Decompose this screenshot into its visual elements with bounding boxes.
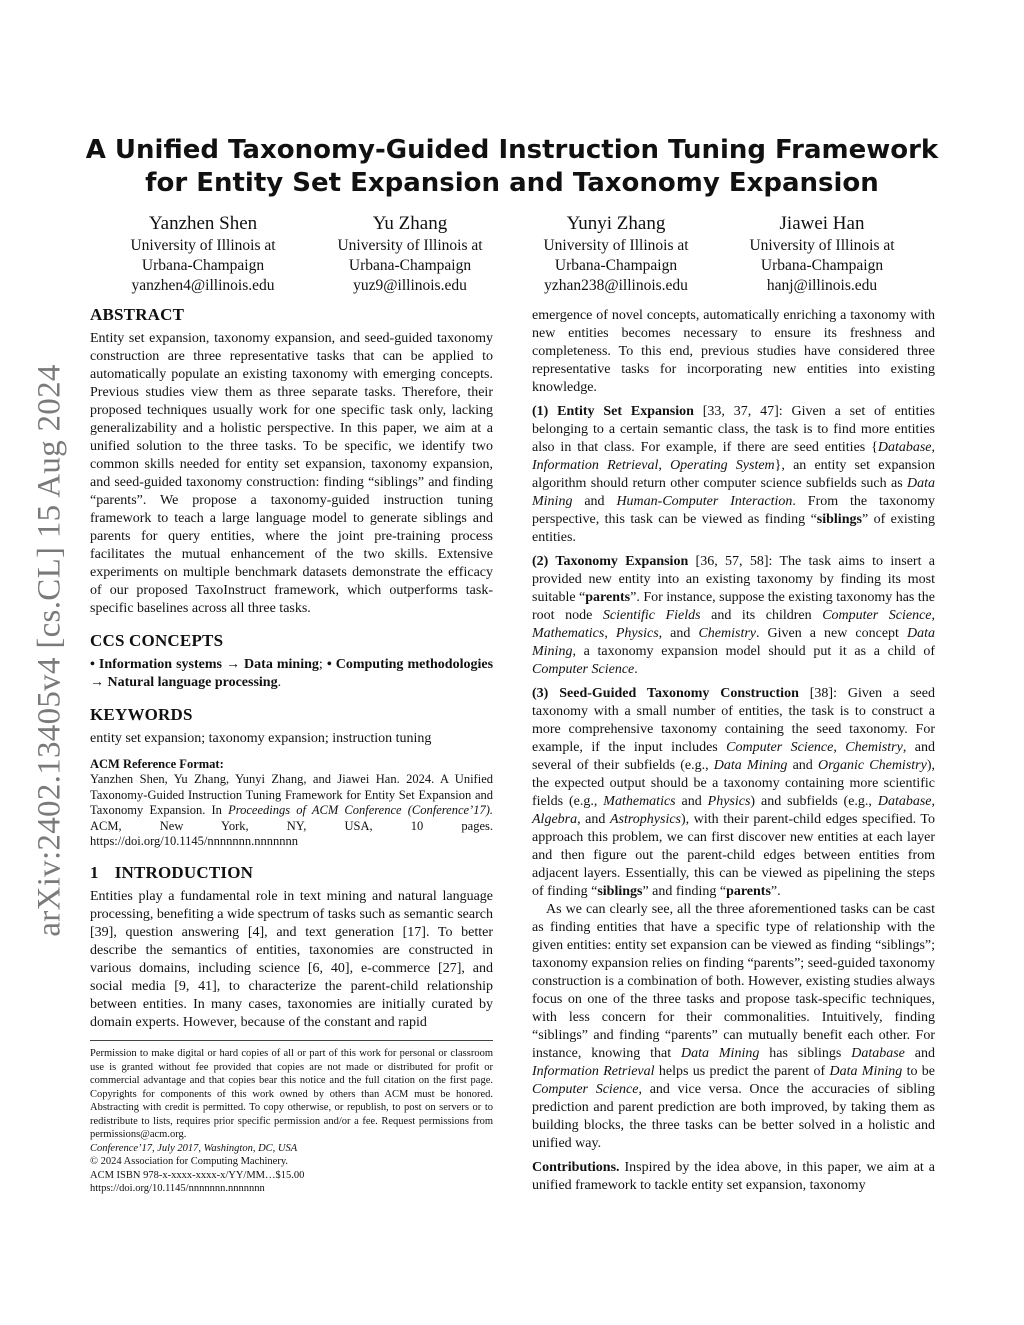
entity-term: Mathematics — [603, 794, 676, 809]
entity-term: Data Mining — [681, 1046, 760, 1061]
intro-paragraph: Entities play a fundamental role in text mining and natural language processing, benefiting a wide spectrum of tasks such as semantic search [39], question answering [4], and text generation [17]. To better describe the semantics of entities, taxonomies are constructed in various domains, including science [6, 40], e-commerce [27], and social media [9, 41], to characterize the parent-child relationship between entities. In many cases, taxonomies are initially curated by domain experts. However, because of the constant and rapid — [90, 888, 493, 1030]
ccs-term: • Information systems — [90, 657, 222, 672]
author-email[interactable]: hanj@illinois.edu — [766, 277, 878, 294]
ccs-heading: CCS CONCEPTS — [90, 631, 224, 650]
text-run: As we can clearly see, all the three aforementioned tasks can be cast as finding entities that have a specific type of relationship with the given entities: entity set expansion can be viewed as finding “siblings”; taxonomy expansion relies on finding “parents”; seed-guided taxonomy construction is a combination of both. However, existing studies always focus on one of the three tasks and propose task-specific techniques, with less concern for their commonalities. Intuitively, finding “siblings” and finding “parents” can mutually benefit each other. For instance, knowing that — [532, 902, 935, 1061]
author-email[interactable]: yanzhen4@illinois.edu — [131, 277, 275, 294]
abstract-text: Entity set expansion, taxonomy expansion, and seed-guided taxonomy construction are three representative tasks that can be applied to automatically populate an existing taxonomy with emerging concepts. Previous studies view them as three separate tasks. Therefore, their proposed techniques usually work for one specific task only, lacking generalizability and a holistic perspective. In this paper, we aim at a unified solution to the three tasks. To be specific, we identify two common skills needed for entity set expansion, taxonomy expansion, and seed-guided taxonomy construction: finding “siblings” and finding “parents”. We propose a taxonomy-guided instruction tuning framework to teach a large language model to generate siblings and parents for query entities, where the joint pre-training process facilitates the mutual enhancement of the two skills. Extensive experiments on multiple benchmark datasets demonstrate the efficacy of our proposed TaxoInstruct framework, which outperforms task-specific baselines across all three tasks. — [90, 331, 493, 616]
keywords-heading: KEYWORDS — [90, 705, 193, 724]
text-run: , — [931, 440, 935, 455]
permission-text: Permission to make digital or hard copies of all or part of this work for personal or classroom use is granted without fee provided that copies are not made or distributed for profit or commercial advantage and that copies bear this notice and the full citation on the first page. Copyrights for components of this work owned by others than ACM must be honored. Abstracting with credit is permitted. To copy otherwise, or republish, to post on servers or to redistribute to lists, requires prior specific permission and/or a fee. Request permissions from permissions@acm.org. — [90, 1048, 493, 1140]
entity-term: Data Mining — [532, 476, 935, 509]
entity-term: Database — [877, 794, 932, 809]
text-run: [36, 57, 58]: The task aims to insert a provided new entity into an existing taxonomy by finding its most suitable “ — [532, 554, 935, 605]
text-run: helps us predict the parent of — [654, 1064, 830, 1079]
conference-name: Conference’17, July 2017, Washington, DC, USA — [90, 1142, 298, 1154]
entity-term: Physics — [707, 794, 751, 809]
text-run: . — [634, 662, 638, 677]
text-run: and its children — [700, 608, 823, 623]
author-affiliation: Urbana-Champaign — [554, 257, 678, 274]
entity-term: Information Retrieval — [532, 458, 659, 473]
text-run: ), the expected output should be a taxonomy containing more scientific fields (e.g., — [532, 758, 935, 809]
intro-continued: emergence of novel concepts, automatically enriching a taxonomy with new entities becomes necessary to ensure its freshness and completeness. To this end, previous studies have considered three representative tasks for incorporating new entities into existing knowledge. — [532, 308, 935, 395]
text-run: ” and finding “ — [642, 884, 727, 899]
text-run: , and several of their subfields (e.g., — [532, 740, 936, 773]
intro-heading — [90, 862, 493, 884]
author-affiliation: University of Illinois at — [543, 237, 689, 254]
abstract-heading: ABSTRACT — [90, 305, 185, 324]
text-run: ”. — [770, 884, 781, 899]
entity-term: Chemistry — [698, 626, 756, 641]
acm-ref-text — [90, 772, 493, 850]
emphasis-term: parents — [726, 884, 771, 899]
text-run: ), with their parent-child edges specified. To approach this problem, we can first discover new entities at each layer and then figure out the parent-child edges between entities from adjacent layers. Essentially, this can be viewed as pipelining the steps of finding “ — [532, 812, 935, 899]
paper-title: A Unified Taxonomy-Guided Instruction Tuning Framework for Entity Set Expansion and Taxonomy Expansion — [85, 135, 939, 198]
author-block — [719, 212, 925, 296]
contributions-paragraph — [532, 1159, 935, 1195]
arxiv-stamp — [20, 350, 80, 950]
text-run: has siblings — [759, 1046, 852, 1061]
author-affiliation: Urbana-Champaign — [141, 257, 265, 274]
author-affiliation: University of Illinois at — [337, 237, 483, 254]
acm-ref-label: ACM Reference Format: — [90, 757, 224, 771]
entity-term: Computer Science — [726, 740, 834, 755]
entity-term: Data Mining — [713, 758, 788, 773]
entity-term: Computer Science — [532, 662, 635, 677]
copyright-line: © 2024 Association for Computing Machinery. — [90, 1156, 289, 1167]
author-name: Jiawei Han — [779, 213, 865, 234]
ccs-arrow: → — [221, 657, 245, 672]
section-number: 1 — [90, 862, 99, 882]
ccs-end: . — [277, 675, 282, 690]
ccs-concepts — [90, 656, 493, 692]
conference-line — [90, 1142, 493, 1156]
author-name: Yu Zhang — [372, 213, 448, 234]
text-run: , — [931, 608, 936, 623]
text-run: Inspired by the idea above, in this paper, we aim at a unified framework to tackle entity set expansion, taxonomy — [532, 1160, 935, 1193]
author-email[interactable]: yzhan238@illinois.edu — [544, 277, 688, 294]
ccs-arrow: → — [90, 675, 108, 690]
entity-term: Database — [877, 440, 932, 455]
entity-term: Organic Chemistry — [817, 758, 927, 773]
text-run: , — [604, 626, 616, 641]
task-seed-guided-taxonomy-construction — [532, 685, 935, 901]
emphasis-term: parents — [585, 590, 631, 605]
contributions-label: Contributions. — [532, 1160, 620, 1175]
entity-term: Data Mining — [532, 626, 935, 659]
right-column — [532, 307, 935, 1195]
author-affiliation: Urbana-Champaign — [760, 257, 884, 274]
doi-line[interactable]: https://doi.org/10.1145/nnnnnnn.nnnnnnn — [90, 1183, 265, 1194]
author-block — [100, 212, 306, 296]
author-affiliation: Urbana-Champaign — [348, 257, 472, 274]
ccs-term: Natural language processing — [107, 675, 278, 690]
author-affiliation: University of Illinois at — [749, 237, 895, 254]
ccs-term: Data mining — [244, 657, 319, 672]
entity-term: Scientific Fields — [602, 608, 701, 623]
author-block — [513, 212, 719, 296]
ccs-sep: ; — [318, 657, 327, 672]
entity-term: Computer Science — [532, 1082, 639, 1097]
task-name: (2) Taxonomy Expansion — [532, 554, 689, 569]
text-run: and — [787, 758, 818, 773]
arxiv-stamp-text: arXiv:2402.13405v4 [cs.CL] 15 Aug 2024 — [31, 363, 68, 937]
entity-term: Algebra — [532, 812, 578, 827]
entity-term: Database — [851, 1046, 905, 1061]
text-run: ” of existing entities. — [532, 512, 935, 545]
entity-term: Mathematics — [532, 626, 605, 641]
entity-term: Information Retrieval — [532, 1064, 655, 1079]
entity-term: Data Mining — [829, 1064, 903, 1079]
text-run: , and vice versa. Once the accuracies of sibling prediction and parent prediction are both improved, by taking them as building blocks, the three tasks can be better solved in a holistic and unified way. — [532, 1082, 935, 1151]
permission-footnote — [90, 1040, 493, 1196]
text-run: , a taxonomy expansion model should put it as a child of — [572, 644, 935, 659]
entity-term: Physics — [615, 626, 659, 641]
text-run: ) and subfields (e.g., — [750, 794, 878, 809]
text-run: . Given a new concept — [756, 626, 907, 641]
ccs-term: • Computing methodologies — [326, 657, 494, 672]
isbn-line: ACM ISBN 978-x-xxxx-xxxx-x/YY/MM…$15.00 — [90, 1169, 305, 1181]
author-affiliation: University of Illinois at — [130, 237, 276, 254]
text-run: , — [833, 740, 846, 755]
author-name: Yunyi Zhang — [566, 213, 666, 234]
text-run: , and — [658, 626, 699, 641]
task-taxonomy-expansion — [532, 553, 935, 679]
entity-term: Computer Science — [822, 608, 932, 623]
text-run: . From the taxonomy perspective, this task can be viewed as finding “ — [532, 494, 936, 527]
text-run: to be — [902, 1064, 935, 1079]
entity-term: Human-Computer Interaction — [616, 494, 793, 509]
keywords-text: entity set expansion; taxonomy expansion; instruction tuning — [90, 731, 432, 746]
text-run: and — [572, 494, 617, 509]
emphasis-term: siblings — [816, 512, 862, 527]
entity-term: Astrophysics — [609, 812, 682, 827]
task-entity-set-expansion — [532, 403, 935, 547]
entity-term: Operating System — [670, 458, 775, 473]
acm-ref-proceedings: Proceedings of ACM Conference (Conference’17). — [228, 803, 493, 817]
entity-term: Chemistry — [845, 740, 903, 755]
text-run: }, an entity set expansion algorithm should return other computer science subfields such as — [532, 458, 936, 491]
text-run: [33, 37, 47]: Given a set of entities belonging to a certain semantic class, the task is to find more entities also in that class. For example, if there are seed entities { — [532, 404, 936, 455]
acm-ref-part: ACM, New York, NY, USA, 10 pages. https://doi.org/10.1145/nnnnnnn.nnnnnnn — [90, 818, 493, 848]
commonality-paragraph — [532, 901, 935, 1153]
text-run: , — [658, 458, 671, 473]
author-email[interactable]: yuz9@illinois.edu — [353, 277, 467, 294]
text-run: ”. For instance, suppose the existing taxonomy has the root node — [532, 590, 935, 623]
text-run: , — [931, 794, 936, 809]
task-name: (3) Seed-Guided Taxonomy Construction — [532, 686, 799, 701]
section-title: INTRODUCTION — [114, 862, 254, 882]
text-run: , and — [577, 812, 610, 827]
left-column — [90, 304, 493, 1032]
emphasis-term: siblings — [597, 884, 643, 899]
task-name: (1) Entity Set Expansion — [532, 404, 694, 419]
author-block — [307, 212, 513, 296]
text-run: and — [675, 794, 708, 809]
acm-ref-part: Yanzhen Shen, Yu Zhang, Yunyi Zhang, and Jiawei Han. 2024. A Unified Taxonomy-Guided Instruction Tuning Framework for Entity Set Expansion and Taxonomy Expansion. In — [90, 772, 493, 817]
text-run: [38]: Given a seed taxonomy with a small number of entities, the task is to construct a more comprehensive taxonomy containing the seed taxonomy. For example, if the input includes — [532, 686, 935, 755]
text-run: and — [904, 1046, 935, 1061]
author-name: Yanzhen Shen — [148, 213, 258, 234]
